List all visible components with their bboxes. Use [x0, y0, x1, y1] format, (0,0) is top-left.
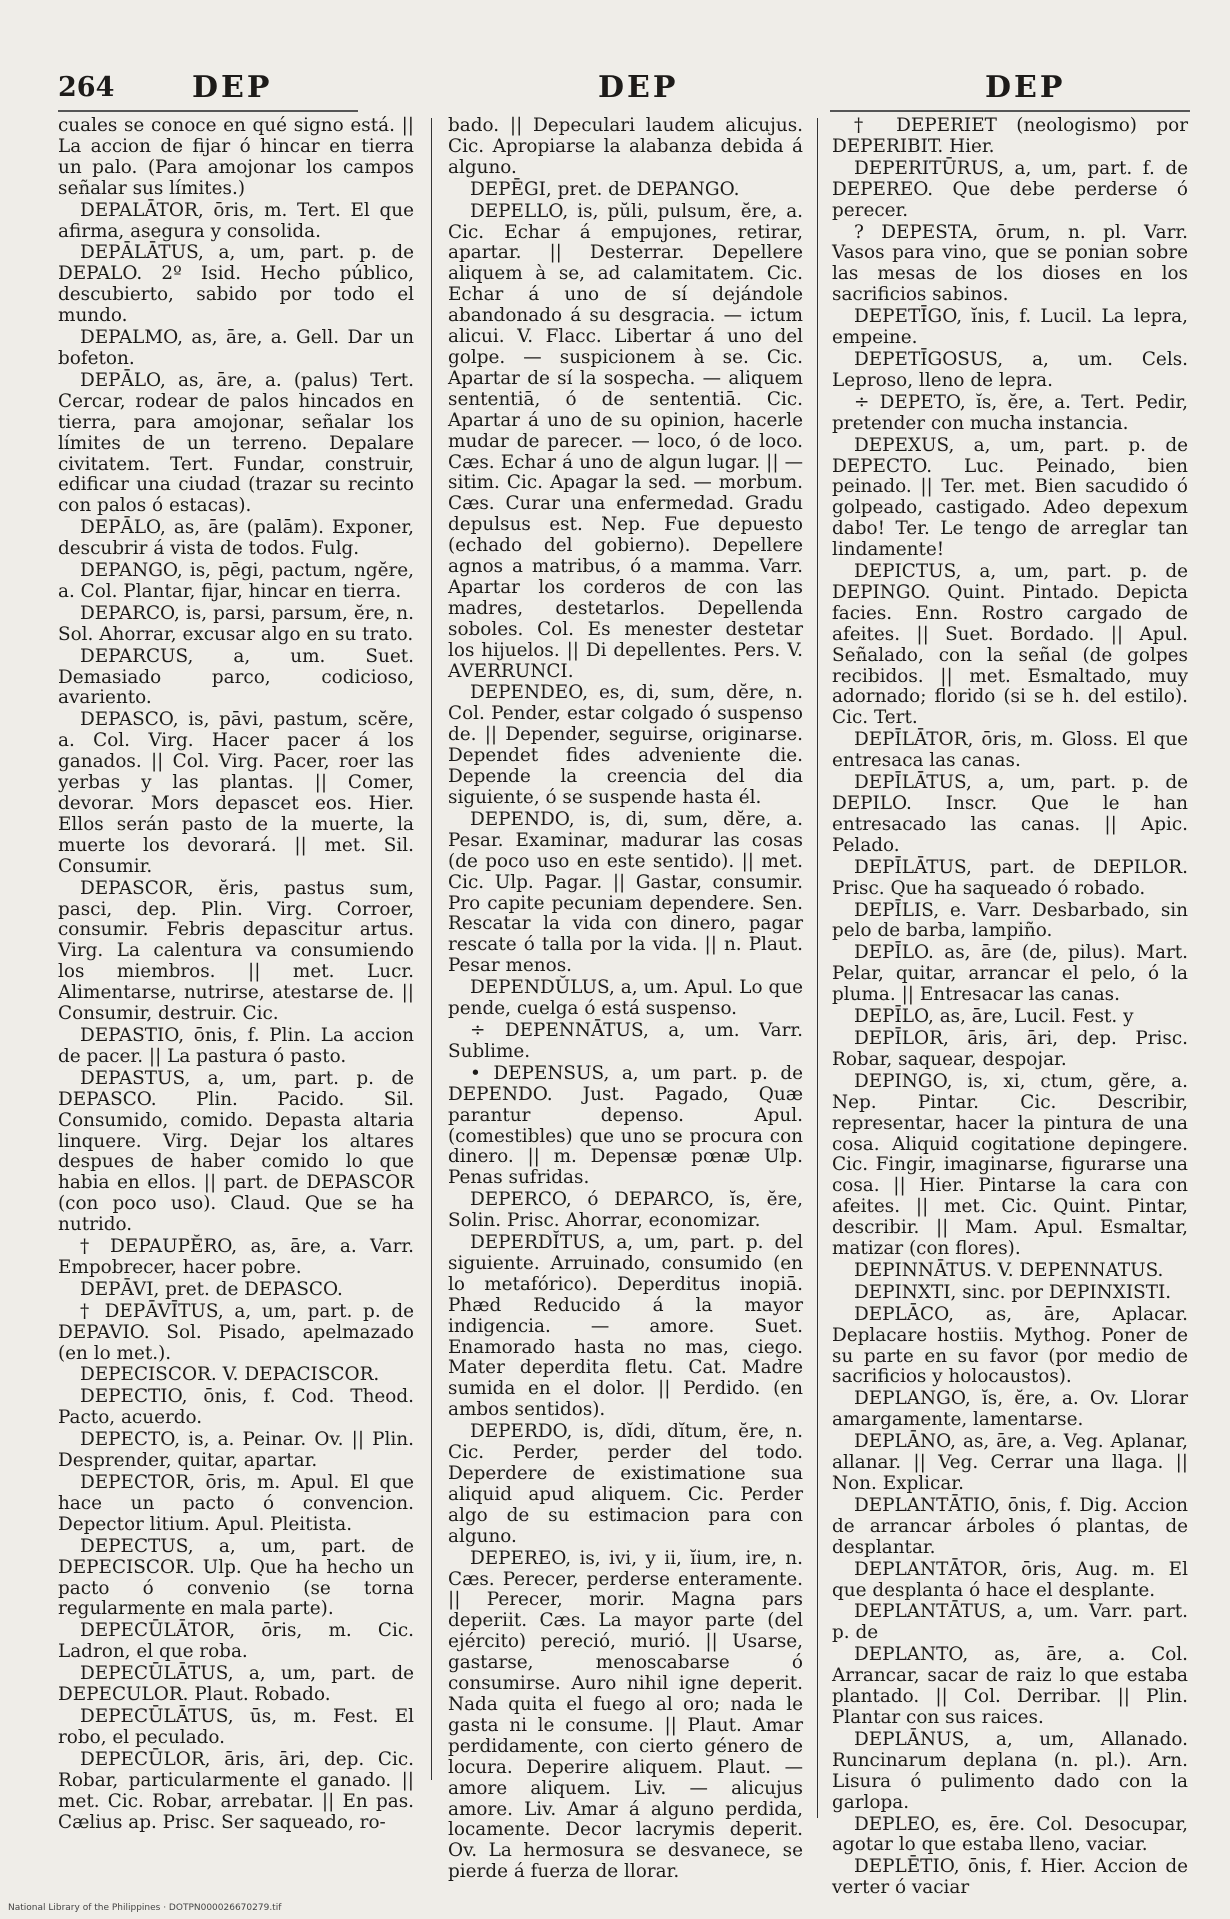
dictionary-entry: † DEPERIET (neologismo) por DEPERIBIT. Hier.	[832, 115, 1188, 157]
dictionary-entry: DEPASCO, is, pāvi, pastum, scĕre, a. Col. Virg. Hacer pacer á los ganados. || Col. Virg. Pacer, roer las yerbas y las plantas. || Comer, devorar. Mors depascet eos. Hier. Ellos serán pasto de la muerte, la muerte los devorará. || met. Sil. Consumir.	[58, 709, 414, 877]
dictionary-entry: DEPASTIO, ōnis, f. Plin. La accion de pacer. || La pastura ó pasto.	[58, 1024, 414, 1067]
page-number: 264	[58, 72, 115, 103]
column-divider	[817, 118, 818, 1818]
dictionary-entry: DEPENDO, is, di, sum, dĕre, a. Pesar. Examinar, madurar las cosas (de poco uso en este sentido). || met. Cic. Ulp. Pagar. || Gastar, consumir. Pro capite pecuniam dependere. Sen. Rescatar la vida con dinero, pagar rescate ó talla por la vida. || n. Plaut. Pesar menos.	[448, 808, 803, 977]
dictionary-entry: DEPLANTO, as, āre, a. Col. Arrancar, sacar de raiz lo que estaba plantado. || Col. Derribar. || Plin. Plantar con sus raices.	[832, 1644, 1188, 1728]
dictionary-entry: DEPARCO, is, parsi, parsum, ĕre, n. Sol. Ahorrar, excusar algo en su trato.	[58, 602, 414, 645]
dictionary-entry: DEPASCOR, ĕris, pastus sum, pasci, dep. Plin. Virg. Corroer, consumir. Febris depascitur artus. Virg. La calentura va consumiendo los miembros. || met. Lucr. Alimentarse, nutrirse, atestarse de. || Consumir, destruir. Cic.	[58, 877, 414, 1025]
dictionary-entry: DEPĪLIS, e. Varr. Desbarbado, sin pelo de barba, lampiño.	[832, 899, 1188, 942]
dictionary-entry: DEPLANTĀTOR, ōris, Aug. m. El que desplanta ó hace el desplante.	[832, 1558, 1188, 1601]
dictionary-entry: DEPECTOR, ōris, m. Apul. El que hace un pacto ó convencion. Depector litium. Apul. Pleitista.	[58, 1472, 414, 1535]
dictionary-entry: DEPINGO, is, xi, ctum, gĕre, a. Nep. Pintar. Cic. Describir, representar, hacer la pintura de una cosa. Aliquid cogitatione depingere. Cic. Fingir, imaginarse, figurarse una cosa. || Hier. Pintarse la cara con afeites. || met. Cic. Quint. Pintar, describir. || Mam. Apul. Esmaltar, matizar (con flores).	[832, 1070, 1188, 1260]
dictionary-entry: DEPECTO, is, a. Peinar. Ov. || Plin. Desprender, quitar, apartar.	[58, 1429, 414, 1472]
dictionary-entry: DEPETĪGOSUS, a, um. Cels. Leproso, lleno de lepra.	[832, 348, 1188, 391]
dictionary-entry: DEPLEO, es, ēre. Col. Desocupar, agotar lo que estaba lleno, vaciar.	[832, 1813, 1188, 1856]
dictionary-entry: DEPECŪLĀTUS, a, um, part. de DEPECULOR. Plaut. Robado.	[58, 1663, 414, 1706]
header-rule-left	[58, 110, 358, 112]
page-header	[0, 68, 1230, 108]
dictionary-entry: DEPENDŬLUS, a, um. Apul. Lo que pende, cuelga ó está suspenso.	[448, 977, 803, 1020]
dictionary-entry: • DEPENSUS, a, um part. p. de DEPENDO. Just. Pagado, Quæ parantur depenso. Apul. (comestibles) que uno se procura con dinero. || m. Depensæ pœnæ Ulp. Penas sufridas.	[448, 1062, 803, 1189]
column-left	[58, 116, 414, 1836]
dictionary-entry: DEPALĀTOR, ōris, m. Tert. El que afirma, asegura y consolida.	[58, 199, 414, 242]
dictionary-entry: DEPECŪLĀTUS, ūs, m. Fest. El robo, el peculado.	[58, 1705, 414, 1748]
dictionary-entry: DEPĀVI, pret. de DEPASCO.	[80, 1278, 343, 1300]
dictionary-entry: DEPĪLOR, āris, āri, dep. Prisc. Robar, saquear, despojar.	[832, 1027, 1188, 1070]
dictionary-entry: DEPECISCOR. V. DEPACISCOR.	[80, 1364, 380, 1386]
dictionary-entry: † DEPAUPĔRO, as, āre, a. Varr. Empobrecer, hacer pobre.	[58, 1236, 414, 1278]
header-rule-right	[830, 110, 1190, 112]
dictionary-entry: DEPERCO, ó DEPARCO, ĭs, ĕre, Solin. Prisc. Ahorrar, economizar.	[448, 1189, 803, 1232]
column-middle	[448, 115, 803, 1883]
dictionary-entry: ? DEPESTA, ōrum, n. pl. Varr. Vasos para vino, que se ponian sobre las mesas de los dioses en los sacrificios sabinos.	[832, 221, 1188, 306]
scan-credit: National Library of the Philippines · DOTPN000026670279.tif	[8, 1903, 282, 1913]
headword-center: DEP	[598, 70, 679, 105]
dictionary-entry: DEPĪLĀTUS, part. de DEPILOR. Prisc. Que ha saqueado ó robado.	[832, 856, 1188, 899]
dictionary-entry: DEPEXUS, a, um, part. p. de DEPECTO. Luc. Peinado, bien peinado. || Ter. met. Bien sacudido ó golpeado, castigado. Adeo depexum dabo! Ter. Le tengo de arreglar tan lindamente!	[832, 434, 1188, 561]
dictionary-entry: † DEPĀVĪTUS, a, um, part. p. de DEPAVIO. Sol. Pisado, apelmazado (en lo met.).	[58, 1300, 414, 1364]
dictionary-entry: DEPENDEO, es, di, sum, dĕre, n. Col. Pender, estar colgado ó suspenso de. || Depender, seguirse, originarse. Dependet fides adveniente die. Depende la creencia del dia siguiente, ó se suspende hasta él.	[448, 682, 803, 808]
dictionary-entry: DEPETĪGO, ĭnis, f. Lucil. La lepra, empeine.	[832, 306, 1188, 349]
dictionary-entry: DEPLANGO, ĭs, ĕre, a. Ov. Llorar amargamente, lamentarse.	[832, 1388, 1188, 1431]
dictionary-entry: DEPLĀNO, as, āre, a. Veg. Aplanar, allanar. || Veg. Cerrar una llaga. || Non. Explicar.	[832, 1431, 1188, 1494]
dictionary-entry: DEPLĀCO, as, āre, Aplacar. Deplacare hostiis. Mythog. Poner de su parte en su favor (por medio de sacrificios y holocaustos).	[832, 1303, 1188, 1388]
dictionary-entry: DEPICTUS, a, um, part. p. de DEPINGO. Quint. Pintado. Depicta facies. Enn. Rostro cargado de afeites. || Suet. Bordado. || Apul. Señalado, con la señal (de golpes recibidos. || met. Esmaltado, muy adornado; florido (si se h. del estilo). Cic. Tert.	[832, 561, 1188, 729]
dictionary-entry: DEPĀLO, as, āre (palām). Exponer, descubrir á vista de todos. Fulg.	[58, 517, 414, 560]
dictionary-entry: DEPLANTĀTIO, ōnis, f. Dig. Accion de arrancar árboles ó plantas, de desplantar.	[832, 1494, 1188, 1558]
dictionary-entry: DEPĀLO, as, āre, a. (palus) Tert. Cercar, rodear de palos hincados en tierra, para amojonar, señalar los límites de un terreno. Depalare civitatem. Tert. Fundar, construir, edificar una ciudad (trazar su recinto con palos ó estacas).	[58, 369, 414, 517]
dictionary-entry: DEPINNĀTUS. V. DEPENNATUS.	[854, 1259, 1164, 1281]
dictionary-entry: DEPANGO, is, pēgi, pactum, ngĕre, a. Col. Plantar, fijar, hincar en tierra.	[58, 560, 414, 602]
dictionary-entry: DEPARCUS, a, um. Suet. Demasiado parco, codicioso, avariento.	[58, 645, 414, 709]
dictionary-entry: DEPĪLO. as, āre (de, pilus). Mart. Pelar, quitar, arrancar el pelo, ó la pluma. || Entresacar las canas.	[832, 942, 1188, 1006]
dictionary-entry: DEPASTUS, a, um, part. p. de DEPASCO. Plin. Pacido. Sil. Consumido, comido. Depasta altaria linquere. Virg. Dejar los altares despues de haber comido lo que habia en ellos. || part. de DEPASCOR (con poco uso). Claud. Que se ha nutrido.	[58, 1067, 414, 1236]
dictionary-entry: ÷ DEPETO, ĭs, ĕre, a. Tert. Pedir, pretender con mucha instancia.	[832, 391, 1188, 434]
dictionary-entry: DEPLANTĀTUS, a, um. Varr. part. p. de	[832, 1601, 1188, 1644]
dictionary-entry: DEPECTIO, ōnis, f. Cod. Theod. Pacto, acuerdo.	[58, 1386, 414, 1429]
dictionary-entry: DEPERDO, is, dĭdi, dĭtum, ĕre, n. Cic. Perder, perder del todo. Deperdere de existimatione sua aliquid apud aliquem. Cic. Perder algo de su estimacion para con alguno.	[448, 1421, 803, 1547]
dictionary-entry: DEPERITŪRUS, a, um, part. f. de DEPEREO. Que debe perderse ó perecer.	[832, 157, 1188, 221]
dictionary-entry: DEPELLO, is, pŭli, pulsum, ĕre, a. Cic. Echar á empujones, retirar, apartar. || Desterrar. Depellere aliquem à se, ad calamitatem. Cic. Echar á uno de sí dejándole abandonado á su desgracia. — ictum alicui. V. Flacc. Libertar á uno del golpe. — suspicionem à se. Cic. Apartar de sí la sospecha. — aliquem sententiā, ó de sententiā. Cic. Apartar á uno de su opinion, hacerle mudar de parecer. — loco, ó de loco. Cæs. Echar á uno de algun lugar. || — sitim. Cic. Apagar la sed. — morbum. Cæs. Curar una enfermedad. Gradu depulsus est. Nep. Fue depuesto (echado del gobierno). Depellere agnos a matribus, ó a mamma. Varr. Apartar los corderos de con las madres, destetarlos. Depellenda soboles. Col. Es menester destetar los hijuelos. || Di depellentes. Pers. V. AVERRUNCI.	[448, 200, 803, 682]
dictionary-entry: DEPĪLO, as, āre, Lucil. Fest. y	[854, 1006, 1134, 1028]
dictionary-entry: bado. || Depeculari laudem alicujus. Cic. Apropiarse la alabanza debida á alguno.	[448, 115, 803, 178]
dictionary-entry: DEPECŪLOR, āris, āri, dep. Cic. Robar, particularmente el ganado. || met. Cic. Robar, arrebatar. || En pas. Cælius ap. Prisc. Ser saqueado, ro-	[58, 1748, 414, 1833]
headword-left: DEP	[192, 70, 273, 105]
dictionary-entry: DEPĪLĀTUS, a, um, part. p. de DEPILO. Inscr. Que le han entresacado las canas. || Apic. Pelado.	[832, 772, 1188, 856]
headword-right: DEP	[985, 70, 1066, 105]
dictionary-entry: DEPLĒTIO, ōnis, f. Hier. Accion de verter ó vaciar	[832, 1856, 1188, 1899]
dictionary-entry: DEPECŪLĀTOR, ōris, m. Cic. Ladron, el que roba.	[58, 1620, 414, 1663]
dictionary-entry: DEPĀLĀTUS, a, um, part. p. de DEPALO. 2º Isid. Hecho público, descubierto, sabido por todo el mundo.	[58, 242, 414, 327]
dictionary-entry: DEPĪLĀTOR, ōris, m. Gloss. El que entresaca las canas.	[832, 729, 1188, 772]
dictionary-entry: DEPĒGI, pret. de DEPANGO.	[470, 178, 740, 200]
dictionary-entry: DEPEREO, is, ivi, y ii, ĭium, ire, n. Cæs. Perecer, perderse enteramente. || Perecer, morir. Magna pars deperiit. Cæs. La mayor parte (del ejército) pereció, murió. || Usarse, gastarse, menoscabarse ó consumirse. Auro nihil igne deperit. Nada quita el fuego al oro; nada le gasta ni le consume. || Plaut. Amar perdidamente, con cierto género de locura. Deperire aliquem. Plaut. — amore aliquem. Liv. — alicujus amore. Liv. Amar á alguno perdida, locamente. Decor lacrymis deperit. Ov. La hermosura se desvanece, se pierde á fuerza de llorar.	[448, 1547, 803, 1883]
dictionary-entry: ÷ DEPENNĀTUS, a, um. Varr. Sublime.	[448, 1019, 803, 1062]
dictionary-entry: DEPINXTI, sinc. por DEPINXISTI.	[854, 1281, 1172, 1303]
dictionary-entry: DEPERDĬTUS, a, um, part. p. del siguiente. Arruinado, consumido (en lo metafórico). Deperditus inopiā. Phæd Reducido á la mayor indigencia. — amore. Suet. Enamorado hasta no mas, ciego. Mater deperdita fletu. Cat. Madre sumida en el dolor. || Perdido. (en ambos sentidos).	[448, 1232, 803, 1421]
dictionary-entry: DEPLĀNUS, a, um, Allanado. Runcinarum deplana (n. pl.). Arn. Lisura ó pulimento dado con la garlopa.	[832, 1728, 1188, 1813]
column-divider	[431, 118, 432, 1780]
dictionary-entry: DEPECTUS, a, um, part. de DEPECISCOR. Ulp. Que ha hecho un pacto ó convenio (se torna regularmente en mala parte).	[58, 1535, 414, 1620]
dictionary-entry: cuales se conoce en qué signo está. || La accion de fijar ó hincar en tierra un palo. (Para amojonar los campos señalar sus límites.)	[58, 115, 414, 199]
column-right	[832, 115, 1188, 1899]
dictionary-entry: DEPALMO, as, āre, a. Gell. Dar un bofeton.	[58, 327, 414, 369]
